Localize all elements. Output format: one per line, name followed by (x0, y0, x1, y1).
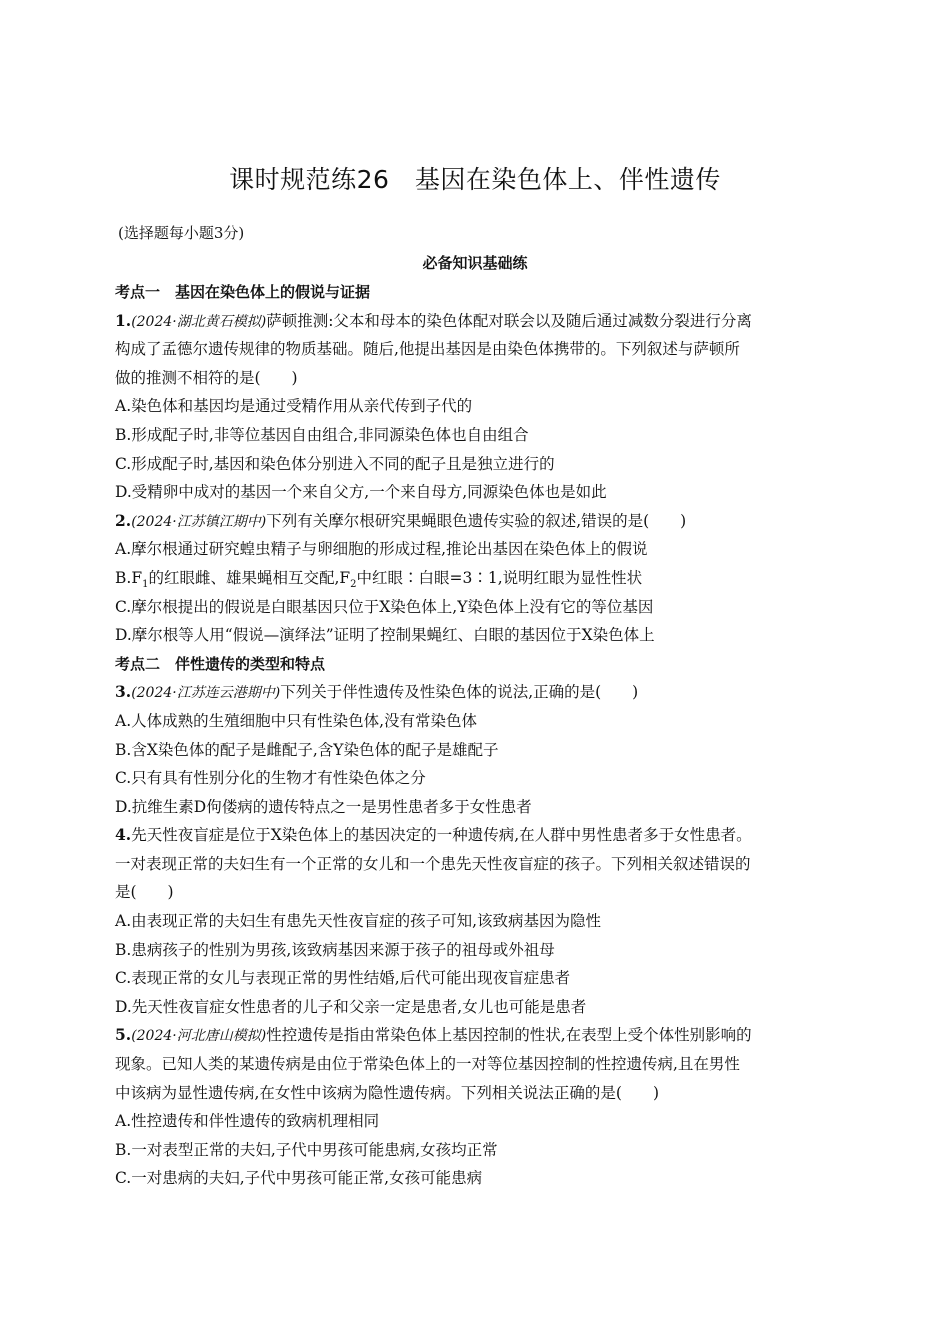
question-4-stem-line-1 (115, 821, 840, 850)
question-5-stem-line-2: 现象。已知人类的某遗传病是由位于常染色体上的一对等位基因控制的性控遗传病,且在男性 (115, 1055, 740, 1074)
question-2-option-d: D.摩尔根等人用“假说—演绎法”证明了控制果蝇红、白眼的基因位于X染色体上 (115, 626, 655, 645)
page-title: 课时规范练26 基因在染色体上、伴性遗传 (229, 165, 721, 194)
question-number: 1. (115, 310, 132, 330)
question-number: 4. (115, 825, 132, 845)
question-text: 先天性夜盲症是位于X染色体上的基因决定的一种遗传病,在人群中男性患者多于女性患者。 (131, 826, 752, 845)
question-2-option-b (115, 564, 840, 593)
question-1-stem-line-3: 做的推测不相符的是( ) (115, 368, 298, 387)
question-4-option-b: B.患病孩子的性别为男孩,该致病基因来源于孩子的祖母或外祖母 (115, 940, 555, 959)
section-title: 必备知识基础练 (422, 254, 528, 272)
question-5-option-b: B.一对表型正常的夫妇,子代中男孩可能患病,女孩均正常 (115, 1140, 498, 1159)
question-4-option-a: A.由表现正常的夫妇生有患先天性夜盲症的孩子可知,该致病基因为隐性 (115, 912, 602, 931)
question-5-stem-line-3: 中该病为显性遗传病,在女性中该病为隐性遗传病。下列相关说法正确的是( ) (115, 1083, 660, 1102)
option-text: 中红眼∶白眼=3∶1,说明红眼为显性性状 (356, 568, 643, 587)
topic-heading-2: 考点二 伴性遗传的类型和特点 (115, 654, 326, 673)
scoring-note: (选择题每小题3分) (118, 224, 245, 242)
question-1-option-a: A.染色体和基因均是通过受精作用从亲代传到子代的 (115, 397, 473, 416)
subscript: 2 (350, 579, 357, 591)
question-3-option-c: C.只有具有性别分化的生物才有性染色体之分 (115, 769, 426, 788)
question-3-option-d: D.抗维生素D佝偻病的遗传特点之一是男性患者多于女性患者 (115, 797, 532, 816)
question-source: (2024·江苏镇江期中) (131, 513, 267, 530)
question-number: 5. (115, 1025, 132, 1045)
question-1-option-d: D.受精卵中成对的基因一个来自父方,一个来自母方,同源染色体也是如此 (115, 483, 607, 502)
question-4-option-d: D.先天性夜盲症女性患者的儿子和父亲一定是患者,女儿也可能是患者 (115, 997, 587, 1016)
question-source: (2024·湖北黄石模拟) (131, 313, 267, 330)
question-1-option-c: C.形成配子时,基因和染色体分别进入不同的配子且是独立进行的 (115, 454, 555, 473)
question-3-stem-line-1 (115, 678, 840, 707)
question-1-option-b: B.形成配子时,非等位基因自由组合,非同源染色体也自由组合 (115, 425, 529, 444)
option-text: B.F (115, 568, 143, 587)
question-text: 萨顿推测:父本和母本的染色体配对联会以及随后通过减数分裂进行分离 (266, 311, 752, 330)
question-5-option-c: C.一对患病的夫妇,子代中男孩可能正常,女孩可能患病 (115, 1169, 483, 1188)
question-1-stem-line-1 (115, 307, 840, 336)
question-source: (2024·江苏连云港期中) (131, 685, 281, 702)
question-5-option-a: A.性控遗传和伴性遗传的致病机理相同 (115, 1112, 380, 1131)
question-5-stem-line-1 (115, 1021, 840, 1050)
question-number: 2. (115, 510, 132, 530)
question-text: 下列有关摩尔根研究果蝇眼色遗传实验的叙述,错误的是( ) (266, 511, 687, 530)
subscript: 1 (142, 579, 149, 591)
question-text: 性控遗传是指由常染色体上基因控制的性状,在表型上受个体性别影响的 (266, 1026, 752, 1045)
topic-heading-1: 考点一 基因在染色体上的假说与证据 (115, 283, 371, 301)
option-text: 的红眼雌、雄果蝇相互交配,F (148, 568, 351, 587)
question-1-stem-line-2: 构成了孟德尔遗传规律的物质基础。随后,他提出基因是由染色体携带的。下列叙述与萨顿所 (115, 340, 740, 359)
question-source: (2024·河北唐山模拟) (131, 1028, 267, 1045)
question-4-stem-line-3: 是( ) (115, 883, 174, 902)
question-number: 3. (115, 682, 132, 702)
question-4-stem-line-2: 一对表现正常的夫妇生有一个正常的女儿和一个患先天性夜盲症的孩子。下列相关叙述错误的 (115, 854, 751, 873)
question-2-stem-line-1 (115, 507, 840, 536)
question-2-option-c: C.摩尔根提出的假说是白眼基因只位于X染色体上,Y染色体上没有它的等位基因 (115, 597, 654, 616)
question-2-option-a: A.摩尔根通过研究蝗虫精子与卵细胞的形成过程,推论出基因在染色体上的假说 (115, 540, 648, 559)
question-4-option-c: C.表现正常的女儿与表现正常的男性结婚,后代可能出现夜盲症患者 (115, 969, 571, 988)
question-3-option-a: A.人体成熟的生殖细胞中只有性染色体,没有常染色体 (115, 711, 478, 730)
question-text: 下列关于伴性遗传及性染色体的说法,正确的是( ) (280, 683, 639, 702)
question-list (115, 278, 840, 1193)
question-3-option-b: B.含X染色体的配子是雌配子,含Y染色体的配子是雄配子 (115, 740, 499, 759)
